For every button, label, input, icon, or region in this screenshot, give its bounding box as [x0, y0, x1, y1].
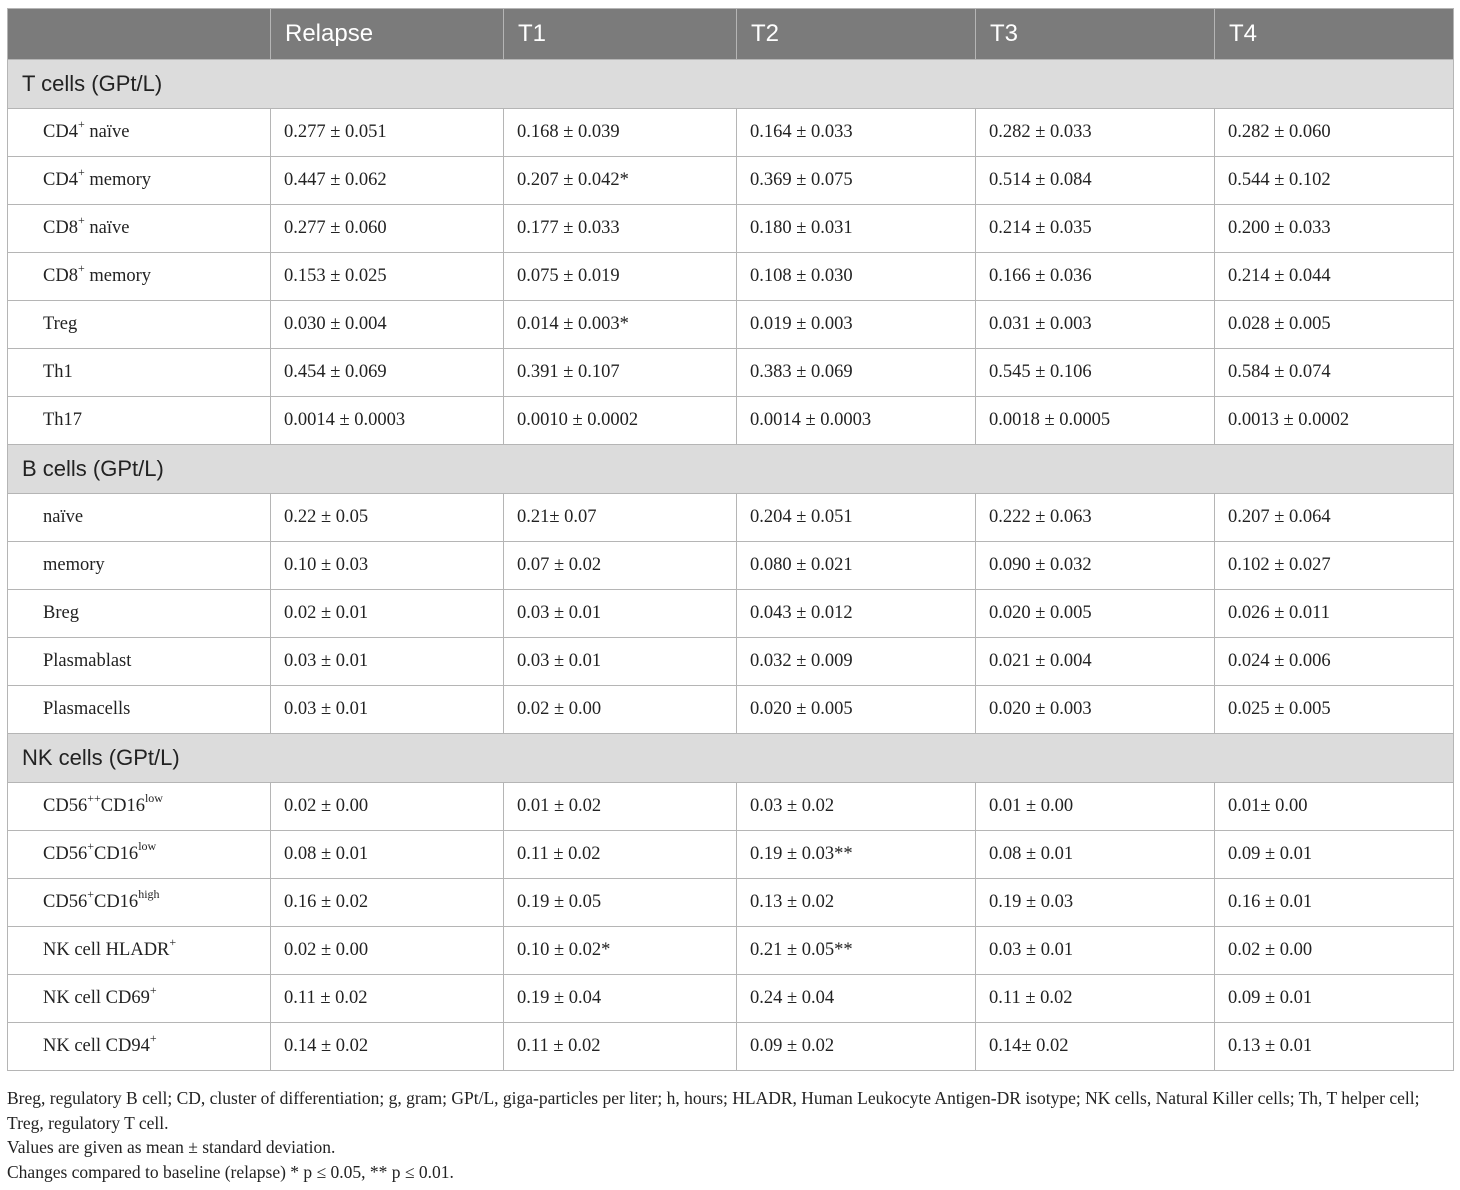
value-cell: 0.07 ± 0.02: [504, 542, 737, 590]
table-row: [8, 590, 1454, 638]
row-label-text: Th17: [43, 410, 83, 430]
value-cell: 0.13 ± 0.01: [1215, 1023, 1454, 1071]
value-cell: 0.028 ± 0.005: [1215, 301, 1454, 349]
row-label-superscript: +: [87, 838, 94, 853]
value-cell: 0.13 ± 0.02: [737, 879, 976, 927]
footnote-abbreviations: Breg, regulatory B cell; CD, cluster of differentiation; g, gram; GPt/L, giga-particles per liter; h, hours; HLADR, Human Leukocyte Antigen-DR isotype; NK cells, Natural Killer cells; Th, T helper cell; Treg, regulatory T cell.: [7, 1088, 1420, 1133]
value-cell: 0.16 ± 0.01: [1215, 879, 1454, 927]
value-cell: 0.0014 ± 0.0003: [271, 397, 504, 445]
row-label-superscript: +: [87, 886, 94, 901]
value-cell: 0.222 ± 0.063: [976, 494, 1215, 542]
table-container: [7, 8, 1453, 1071]
row-label: [8, 349, 271, 397]
table-row: [8, 301, 1454, 349]
value-cell: 0.030 ± 0.004: [271, 301, 504, 349]
value-cell: 0.032 ± 0.009: [737, 638, 976, 686]
section-row: [8, 734, 1454, 783]
row-label-text: CD4: [43, 170, 78, 190]
value-cell: 0.207 ± 0.064: [1215, 494, 1454, 542]
value-cell: 0.026 ± 0.011: [1215, 590, 1454, 638]
row-label-superscript: high: [138, 886, 160, 901]
value-cell: 0.177 ± 0.033: [504, 205, 737, 253]
row-label-text: Treg: [43, 314, 78, 334]
row-label-superscript: low: [144, 790, 163, 805]
value-cell: 0.454 ± 0.069: [271, 349, 504, 397]
value-cell: 0.024 ± 0.006: [1215, 638, 1454, 686]
value-cell: 0.19 ± 0.05: [504, 879, 737, 927]
value-cell: 0.02 ± 0.00: [271, 927, 504, 975]
row-label: [8, 638, 271, 686]
value-cell: 0.0010 ± 0.0002: [504, 397, 737, 445]
footnote-significance: Changes compared to baseline (relapse) * p ≤ 0.05, ** p ≤ 0.01.: [7, 1161, 454, 1182]
value-cell: 0.10 ± 0.03: [271, 542, 504, 590]
value-cell: 0.545 ± 0.106: [976, 349, 1215, 397]
value-cell: 0.168 ± 0.039: [504, 109, 737, 157]
row-label-superscript: +: [169, 934, 177, 949]
table-row: [8, 879, 1454, 927]
row-label-superscript: low: [138, 838, 157, 853]
value-cell: 0.24 ± 0.04: [737, 975, 976, 1023]
table-row: [8, 205, 1454, 253]
value-cell: 0.09 ± 0.01: [1215, 831, 1454, 879]
row-label: [8, 1023, 271, 1071]
table-footnotes: [7, 1086, 1457, 1184]
section-title: NK cells (GPt/L): [8, 734, 1454, 783]
value-cell: 0.01 ± 0.00: [976, 783, 1215, 831]
value-cell: 0.080 ± 0.021: [737, 542, 976, 590]
value-cell: 0.03 ± 0.02: [737, 783, 976, 831]
section-row: [8, 445, 1454, 494]
value-cell: 0.11 ± 0.02: [504, 1023, 737, 1071]
value-cell: 0.204 ± 0.051: [737, 494, 976, 542]
value-cell: 0.369 ± 0.075: [737, 157, 976, 205]
table-row: [8, 686, 1454, 734]
table-row: [8, 1023, 1454, 1071]
row-label-text: naïve: [84, 218, 130, 238]
value-cell: 0.391 ± 0.107: [504, 349, 737, 397]
value-cell: 0.277 ± 0.051: [271, 109, 504, 157]
header-row: [8, 9, 1454, 60]
value-cell: 0.153 ± 0.025: [271, 253, 504, 301]
immune-cell-table: [7, 8, 1454, 1071]
row-label-superscript: +: [149, 1030, 157, 1045]
value-cell: 0.11 ± 0.02: [271, 975, 504, 1023]
value-cell: 0.21± 0.07: [504, 494, 737, 542]
value-cell: 0.14 ± 0.02: [271, 1023, 504, 1071]
row-label: [8, 542, 271, 590]
value-cell: 0.075 ± 0.019: [504, 253, 737, 301]
row-label: [8, 879, 271, 927]
value-cell: 0.200 ± 0.033: [1215, 205, 1454, 253]
value-cell: 0.514 ± 0.084: [976, 157, 1215, 205]
row-label: [8, 975, 271, 1023]
table-row: [8, 157, 1454, 205]
table-body: [8, 60, 1454, 1071]
row-label-superscript: +: [149, 982, 157, 997]
row-label-text: Plasmacells: [43, 699, 131, 719]
value-cell: 0.19 ± 0.03: [976, 879, 1215, 927]
table-row: [8, 109, 1454, 157]
value-cell: 0.102 ± 0.027: [1215, 542, 1454, 590]
table-row: [8, 349, 1454, 397]
value-cell: 0.03 ± 0.01: [504, 638, 737, 686]
table-header: [8, 9, 1454, 60]
value-cell: 0.0013 ± 0.0002: [1215, 397, 1454, 445]
row-label-text: naïve: [43, 507, 84, 527]
value-cell: 0.019 ± 0.003: [737, 301, 976, 349]
value-cell: 0.584 ± 0.074: [1215, 349, 1454, 397]
table-row: [8, 253, 1454, 301]
value-cell: 0.14± 0.02: [976, 1023, 1215, 1071]
value-cell: 0.19 ± 0.03**: [737, 831, 976, 879]
row-label-superscript: +: [77, 212, 85, 227]
value-cell: 0.214 ± 0.044: [1215, 253, 1454, 301]
row-label: [8, 783, 271, 831]
value-cell: 0.383 ± 0.069: [737, 349, 976, 397]
value-cell: 0.02 ± 0.00: [271, 783, 504, 831]
value-cell: 0.0018 ± 0.0005: [976, 397, 1215, 445]
row-label-text: CD56: [43, 892, 88, 912]
value-cell: 0.10 ± 0.02*: [504, 927, 737, 975]
row-label: [8, 927, 271, 975]
header-cell-t2: T2: [737, 9, 976, 60]
value-cell: 0.08 ± 0.01: [271, 831, 504, 879]
row-label-text: NK cell CD94: [43, 1036, 150, 1056]
value-cell: 0.03 ± 0.01: [504, 590, 737, 638]
row-label-text: CD16: [100, 796, 145, 816]
value-cell: 0.0014 ± 0.0003: [737, 397, 976, 445]
value-cell: 0.207 ± 0.042*: [504, 157, 737, 205]
value-cell: 0.08 ± 0.01: [976, 831, 1215, 879]
table-row: [8, 638, 1454, 686]
value-cell: 0.544 ± 0.102: [1215, 157, 1454, 205]
footnote-values: Values are given as mean ± standard deviation.: [7, 1137, 336, 1157]
row-label-text: CD56: [43, 844, 88, 864]
row-label-text: CD4: [43, 122, 78, 142]
row-label-text: memory: [43, 555, 105, 575]
row-label-text: Breg: [43, 603, 79, 623]
row-label: [8, 494, 271, 542]
table-row: [8, 397, 1454, 445]
value-cell: 0.277 ± 0.060: [271, 205, 504, 253]
value-cell: 0.180 ± 0.031: [737, 205, 976, 253]
header-cell-relapse: Relapse: [271, 9, 504, 60]
row-label-text: memory: [84, 266, 152, 286]
row-label: [8, 301, 271, 349]
value-cell: 0.09 ± 0.01: [1215, 975, 1454, 1023]
table-row: [8, 783, 1454, 831]
row-label-text: NK cell HLADR: [43, 940, 170, 960]
value-cell: 0.166 ± 0.036: [976, 253, 1215, 301]
value-cell: 0.19 ± 0.04: [504, 975, 737, 1023]
table-row: [8, 927, 1454, 975]
row-label: [8, 686, 271, 734]
value-cell: 0.02 ± 0.01: [271, 590, 504, 638]
value-cell: 0.020 ± 0.005: [737, 686, 976, 734]
table-row: [8, 831, 1454, 879]
table-row: [8, 494, 1454, 542]
value-cell: 0.02 ± 0.00: [504, 686, 737, 734]
table-row: [8, 975, 1454, 1023]
section-row: [8, 60, 1454, 109]
row-label-text: naïve: [84, 122, 130, 142]
value-cell: 0.09 ± 0.02: [737, 1023, 976, 1071]
value-cell: 0.108 ± 0.030: [737, 253, 976, 301]
value-cell: 0.447 ± 0.062: [271, 157, 504, 205]
row-label: [8, 831, 271, 879]
row-label-superscript: +: [77, 116, 85, 131]
row-label: [8, 590, 271, 638]
header-cell-t1: T1: [504, 9, 737, 60]
row-label-superscript: +: [77, 260, 85, 275]
row-label-superscript: +: [77, 164, 85, 179]
value-cell: 0.020 ± 0.003: [976, 686, 1215, 734]
row-label: [8, 253, 271, 301]
value-cell: 0.043 ± 0.012: [737, 590, 976, 638]
value-cell: 0.020 ± 0.005: [976, 590, 1215, 638]
value-cell: 0.031 ± 0.003: [976, 301, 1215, 349]
row-label-text: Th1: [43, 362, 73, 382]
row-label-text: CD16: [93, 844, 139, 864]
row-label-text: CD8: [43, 218, 78, 238]
value-cell: 0.214 ± 0.035: [976, 205, 1215, 253]
value-cell: 0.11 ± 0.02: [504, 831, 737, 879]
row-label-text: CD16: [93, 892, 139, 912]
value-cell: 0.01 ± 0.02: [504, 783, 737, 831]
table-row: [8, 542, 1454, 590]
header-cell-empty: [8, 9, 271, 60]
value-cell: 0.01± 0.00: [1215, 783, 1454, 831]
value-cell: 0.02 ± 0.00: [1215, 927, 1454, 975]
value-cell: 0.03 ± 0.01: [271, 638, 504, 686]
value-cell: 0.03 ± 0.01: [271, 686, 504, 734]
row-label-text: CD56: [43, 796, 88, 816]
row-label-text: CD8: [43, 266, 78, 286]
value-cell: 0.11 ± 0.02: [976, 975, 1215, 1023]
row-label: [8, 109, 271, 157]
section-title: T cells (GPt/L): [8, 60, 1454, 109]
section-title: B cells (GPt/L): [8, 445, 1454, 494]
row-label: [8, 397, 271, 445]
value-cell: 0.21 ± 0.05**: [737, 927, 976, 975]
header-cell-t4: T4: [1215, 9, 1454, 60]
value-cell: 0.16 ± 0.02: [271, 879, 504, 927]
value-cell: 0.282 ± 0.060: [1215, 109, 1454, 157]
row-label: [8, 205, 271, 253]
value-cell: 0.164 ± 0.033: [737, 109, 976, 157]
header-cell-t3: T3: [976, 9, 1215, 60]
row-label-text: memory: [84, 170, 152, 190]
value-cell: 0.014 ± 0.003*: [504, 301, 737, 349]
row-label-superscript: ++: [87, 790, 101, 805]
value-cell: 0.021 ± 0.004: [976, 638, 1215, 686]
value-cell: 0.03 ± 0.01: [976, 927, 1215, 975]
value-cell: 0.025 ± 0.005: [1215, 686, 1454, 734]
value-cell: 0.090 ± 0.032: [976, 542, 1215, 590]
row-label-text: Plasmablast: [43, 651, 132, 671]
row-label: [8, 157, 271, 205]
row-label-text: NK cell CD69: [43, 988, 150, 1008]
value-cell: 0.22 ± 0.05: [271, 494, 504, 542]
value-cell: 0.282 ± 0.033: [976, 109, 1215, 157]
